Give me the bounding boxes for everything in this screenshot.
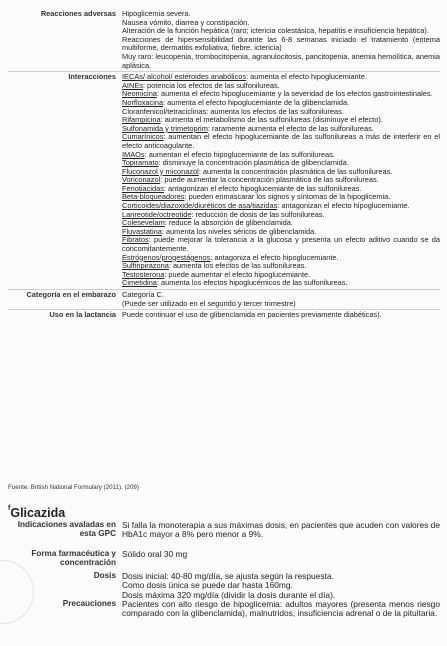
value-paragraph [122,36,440,53]
text-segment: : aumenta la concentración plasmática de las sulfonilureas. [198,166,393,176]
drug-name: Sulfonamida y trimetoprim [122,123,208,133]
text-segment: : antagonizan el efecto hipoglucemiante. [277,201,410,211]
text-segment: : aumentan el efecto hipoglucemiante de las sulfonilureas. [144,149,335,159]
row-label: Precauciones [62,599,116,608]
value-paragraph [122,521,440,540]
drug-name: Cumarínicos [122,132,164,142]
row-label: Dosis [93,571,116,580]
drug-name: IMAOs [122,149,145,159]
table-row [8,73,440,288]
row-value [122,291,440,308]
text-segment: : potencia los efectos de las sulfonilureas. [142,80,280,90]
drug-name: Rifampicina [122,115,161,125]
text-segment: : aumenta los efectos hipoglucémicos de las sulfonilureas. [156,278,348,288]
footnote-marker: f [8,505,11,512]
source-note: Fuente: British National Formulary (2011). (209) [8,484,139,491]
text-segment: : raramente aumenta el efecto de las sulfonilureas. [207,123,374,133]
text-segment: : puede aumentar el efecto hipoglucemiante. [164,269,311,279]
text-segment: Como dosis única se puede dar hasta 160mg. [122,580,293,591]
text-segment: : antagoniza el efecto hipoglucemiante. [210,252,339,262]
text-segment: Hipoglicemia severa. [122,9,191,18]
text-segment: Dosis máxima 320 mg/día (dividir la dosis durante el día). [122,589,336,600]
value-paragraph [122,133,440,150]
table-row [8,311,440,320]
drug-info-table-glicazida [8,521,440,636]
row-label: Uso en la lactancia [49,310,116,320]
text-segment: : pueden enmascarar los signos y síntomas de la hipoglicemia. [184,192,391,202]
drug-name: Sulfinpirazona [122,261,169,271]
drug-info-table-glibenclamida [8,10,440,320]
value-paragraph [122,53,440,70]
text-segment: : aumentan el efecto hipoglucemiante de las sulfonilureas a más de interferir en el efecto anticoagulante. [122,132,440,150]
text-segment: Nausea vómito, diarrea y constipación. [122,17,250,27]
section-heading [8,506,65,520]
table-row [8,572,440,600]
drug-name: Colesevelam [122,218,165,228]
drug-name: Norfloxacina [122,97,164,107]
text-segment: Pacientes con alto riesgo de hipoglicemia: adultos mayores (presenta menos riesgo comparado con la glibenclamida), malnutridos, insuficiencia adrenal o de la pituitaria. [122,599,440,619]
row-label: Interacciones [68,72,116,82]
section-title: Glicazida [10,506,66,520]
text-segment: Puede continuar el uso de glibenclamida en pacientes previamente diabéticas). [122,310,382,320]
table-row [8,548,440,572]
text-segment: Categoría C. [122,290,164,299]
text-segment: Muy raro: leucopenia, trombocitopenia, agranulocitosis, pancitopenia, anemia hemolítica, anemia aplásica. [122,51,440,70]
value-paragraph [122,300,440,309]
row-value [122,10,440,70]
row-label: Forma farmacéutica y concentración [31,549,116,567]
drug-name: Voriconazol [122,175,161,185]
drug-name: IECAs/ alcohol/ esteroides anabólicos [122,72,247,82]
row-label: Categoría en el embarazo [26,290,116,299]
drug-name: Fluconazol y miconazol [122,166,199,176]
text-segment: (Puede ser utilizado en el segundo y tercer trimestre) [122,298,296,308]
text-segment: Sólido oral 30 mg [122,549,188,559]
text-segment: : aumenta el efecto hipoglucemiante. [246,72,367,82]
text-segment: : aumenta el efecto hipoglucemiante de la glibenclamida. [163,97,350,107]
drug-name: Neomicina [122,89,157,99]
text-segment: : aumenta el metabolismo de las sulfonilureas (disminuye el efecto). [160,115,383,125]
value-paragraph [122,279,440,288]
row-value [122,600,440,636]
drug-name: Topiramato [122,158,159,168]
text-segment: : disminuye la concentración plasmática de glibenclamida. [158,158,349,168]
row-value [122,73,440,288]
row-value [122,521,440,548]
drug-name: Corticoides/diazoxide/diuréticos de asa/tiazidas [122,201,278,211]
row-label: Reacciones adversas [40,9,116,18]
text-segment: Si falla la monoterapia a sus máximas dosis, en pacientes que acuden con valores de HbA1c mayor a 8% pero menor a 9%. [122,520,440,540]
text-segment: Reacciones de hipersensibilidad durante las 6-8 semanas iniciado el tratamiento (eritema multiforme, dermatitis exfoliativa, fiebre, ictericia) [122,34,440,53]
drug-name: AINEs [122,80,143,90]
value-paragraph [122,600,440,619]
drug-name: Fluvastatina [122,226,162,236]
row-value [122,572,440,600]
drug-name: Fibratos [122,235,149,245]
text-segment: : reduce la absorción de glibenclamida. [164,218,293,228]
row-value [122,311,440,320]
value-paragraph [122,236,440,253]
table-row [8,291,440,308]
drug-name: Lanreotide/octreotide [122,209,192,219]
value-paragraph [122,311,440,320]
text-segment: : aumenta los niveles séricos de glibenclamida. [161,226,317,236]
text-segment: : antagonizan el efecto hipoglucemiante de las sulfonilureas. [163,183,362,193]
text-segment: Alteración de la función hepática (raro; ictericia colestásica, hepatitis e insuficiencia hepática). [122,26,429,36]
table-row [8,521,440,548]
text-segment: : puede mejorar la tolerancia a la glucosa y presenta un efecto aditivo cuando se da concomitantemente. [122,235,440,254]
text-segment: Dosis inicial: 40-80 mg/día, se ajusta según la respuesta. [122,571,334,581]
value-paragraph [122,550,440,559]
text-segment: : puede aumentar la concentración plasmática de las sulfonilureas. [160,175,379,185]
drug-name: Beta-bloqueadores [122,192,185,202]
text-segment: Cloranfenicol/tetraciclinas: aumenta los efectos de las sulfonilureas. [122,106,344,116]
row-value [122,550,440,572]
row-label: Indicaciones avaladas en esta GPC [17,520,116,538]
drug-name: Testosterona [122,269,165,279]
drug-name: Cimetidina [122,278,157,288]
text-segment: : aumenta el efecto hipoglucemiante y la severidad de los efectos gastrointestinales. [156,89,433,99]
table-row [8,600,440,636]
text-segment: : aumenta los efectos de las sulfonilureas. [168,261,307,271]
drug-name: Estrógenos/progestágenos [122,252,211,262]
table-row [8,10,440,70]
text-segment: : reducción de dosis de las sulfonilureas. [191,209,325,219]
drug-name: Fenotiacidas [122,183,164,193]
